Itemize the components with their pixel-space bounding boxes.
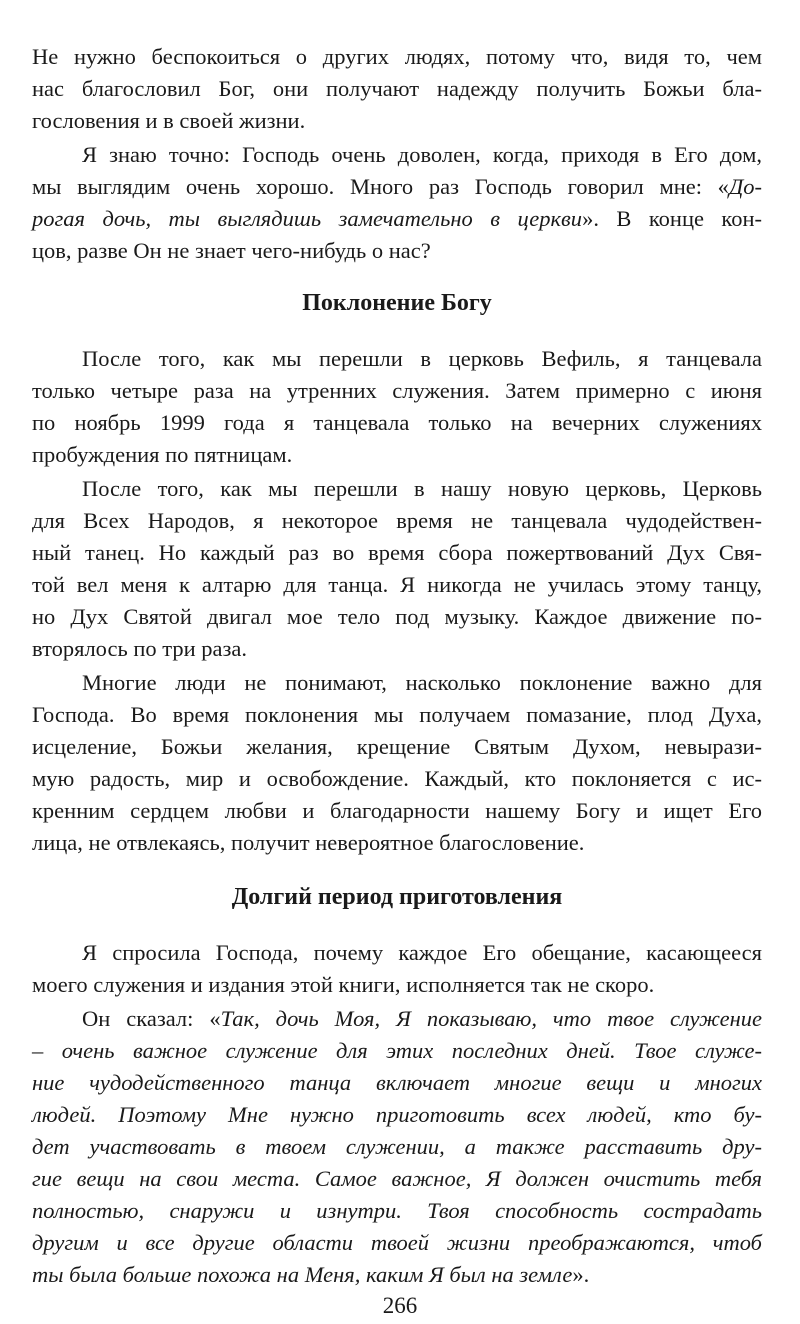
text-line: лица, не отвлекаясь, получит невероятное благословение. — [32, 830, 585, 855]
text-span: ». — [572, 1262, 590, 1287]
text-line: только четыре раза на утренних служения. Затем примерно с июня — [32, 378, 762, 403]
quote-italic: До- — [728, 174, 762, 199]
text-line: После того, как мы перешли в церковь Вефиль, я танцевала — [82, 346, 762, 371]
quote-line: дет участвовать в твоем служении, а также расставить дру- — [32, 1134, 762, 1159]
text-line: Не нужно беспокоиться о других людях, потому что, видя то, чем — [32, 44, 762, 69]
text-line — [32, 1260, 762, 1290]
text-line: той вел меня к алтарю для танца. Я никогда не училась этому танцу, — [32, 572, 762, 597]
text-line: Я спросила Господа, почему каждое Его обещание, касающееся — [82, 940, 762, 965]
section-heading: Поклонение Богу — [302, 290, 492, 316]
text-line: После того, как мы перешли в нашу новую церковь, Церковь — [82, 476, 762, 501]
text-line: ный танец. Но каждый раз во время сбора пожертвований Дух Свя- — [32, 540, 762, 565]
section-heading: Долгий период приготовления — [231, 884, 563, 910]
text-span: ». В конце кон- — [582, 206, 763, 231]
text-line: Многие люди не понимают, насколько поклонение важно для — [82, 670, 762, 695]
text-span: мы выглядим очень хорошо. Много раз Господь говорил мне: « — [32, 174, 729, 199]
text-line: по ноябрь 1999 года я танцевала только на вечерних служениях — [32, 410, 762, 435]
text-line — [32, 172, 762, 202]
text-line: мую радость, мир и освобождение. Каждый, кто поклоняется с ис- — [32, 766, 762, 791]
text-line: гословения и в своей жизни. — [32, 108, 306, 133]
text-line: вторялось по три раза. — [32, 636, 248, 661]
text-line: моего служения и издания этой книги, исполняется так не скоро. — [32, 972, 655, 997]
text-line: Я знаю точно: Господь очень доволен, когда, приходя в Его дом, — [82, 142, 762, 167]
quote-italic: ты была больше похожа на Меня, каким Я был на земле — [32, 1262, 573, 1287]
text-line: нас благословил Бог, они получают надежду получить Божьи бла- — [32, 76, 762, 101]
quote-line: – очень важное служение для этих последних дней. Твое служе- — [32, 1038, 762, 1063]
text-line: Господа. Во время поклонения мы получаем помазание, плод Духа, — [32, 702, 762, 727]
text-line: исцеление, Божьи желания, крещение Святым Духом, невырази- — [32, 734, 762, 759]
text-line: цов, разве Он не знает чего-нибудь о нас? — [32, 238, 431, 263]
text-line — [32, 204, 762, 234]
text-line: для Всех Народов, я некоторое время не танцевала чудодействен- — [32, 508, 762, 533]
quote-italic: рогая дочь, ты выглядишь замечательно в церкви — [32, 206, 583, 231]
text-span: Он сказал: « — [82, 1006, 221, 1031]
text-line: пробуждения по пятницам. — [32, 442, 293, 467]
quote-line: ние чудодейственного танца включает многие вещи и многих — [32, 1070, 762, 1095]
page-number: 266 — [382, 1293, 418, 1318]
quote-line: другим и все другие области твоей жизни преображаются, чтоб — [32, 1230, 762, 1255]
text-line: кренним сердцем любви и благодарности нашему Богу и ищет Его — [32, 798, 762, 823]
text-line: но Дух Святой двигал мое тело под музыку. Каждое движение по- — [32, 604, 762, 629]
text-line — [82, 1004, 762, 1034]
quote-line: гие вещи на свои места. Самое важное, Я должен очистить тебя — [32, 1166, 762, 1191]
quote-italic: Так, дочь Моя, Я показываю, что твое служение — [220, 1006, 763, 1031]
quote-line: полностью, снаружи и изнутри. Твоя способность сострадать — [32, 1198, 762, 1223]
quote-line: людей. Поэтому Мне нужно приготовить всех людей, кто бу- — [32, 1102, 762, 1127]
